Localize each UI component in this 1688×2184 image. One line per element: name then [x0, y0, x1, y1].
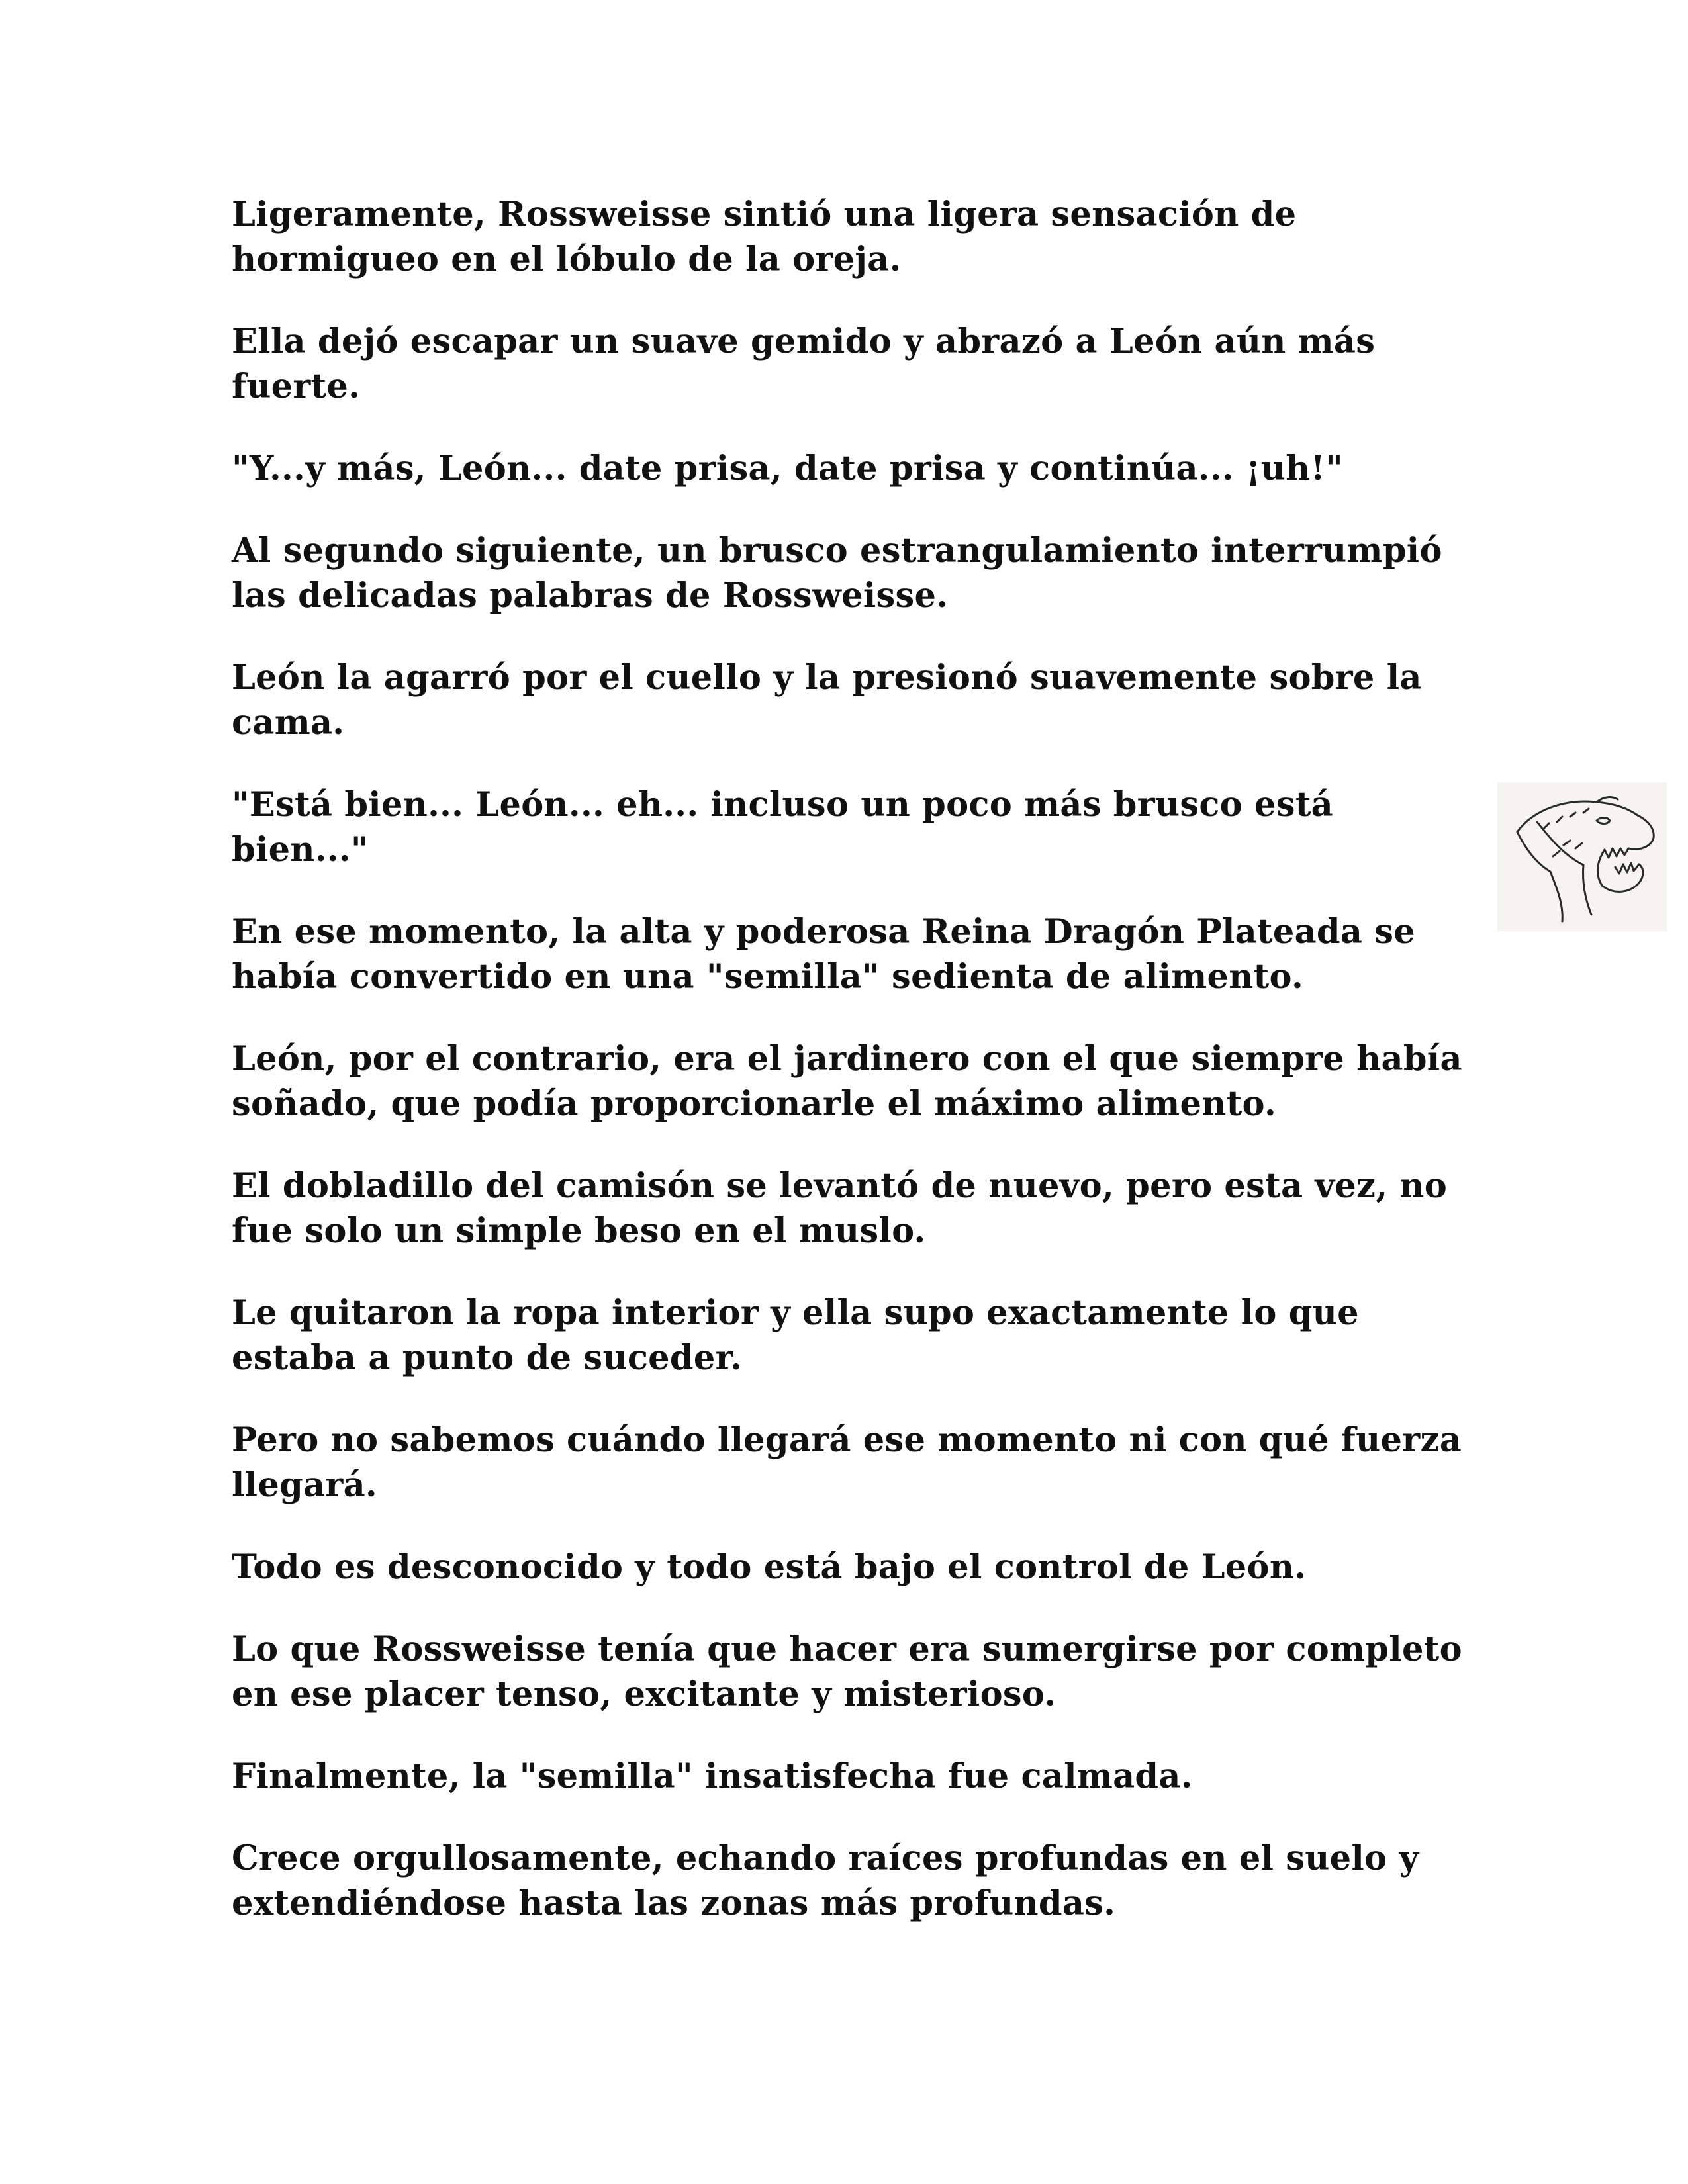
paragraph: Ella dejó escapar un suave gemido y abrazó a León aún más fuerte. — [232, 322, 1376, 406]
paragraph: Le quitaron la ropa interior y ella supo exactamente lo que estaba a punto de suceder. — [232, 1293, 1359, 1378]
paragraph: "Y...y más, León... date prisa, date prisa y continúa... ¡uh!" — [232, 449, 1344, 488]
paragraph: León la agarró por el cuello y la presionó suavemente sobre la cama. — [232, 658, 1422, 743]
paragraph: León, por el contrario, era el jardinero con el que siempre había soñado, que podía proporcionarle el máximo alimento. — [232, 1039, 1462, 1124]
paragraph: Ligeramente, Rossweisse sintió una ligera sensación de hormigueo en el lóbulo de la oreja. — [232, 195, 1297, 279]
paragraph: Crece orgullosamente, echando raíces profundas en el suelo y extendiéndose hasta las zonas más profundas. — [232, 1839, 1419, 1923]
paragraph: Lo que Rossweisse tenía que hacer era sumergirse por completo en ese placer tenso, excitante y misterioso. — [232, 1629, 1462, 1714]
paragraph: Todo es desconocido y todo está bajo el control de León. — [232, 1547, 1307, 1587]
paragraph: Pero no sabemos cuándo llegará ese momento ni con qué fuerza llegará. — [232, 1420, 1462, 1505]
paragraph: "Está bien... León... eh... incluso un poco más brusco está bien..." — [232, 785, 1334, 870]
dinosaur-head-sketch-icon — [1497, 782, 1667, 931]
paragraph: Finalmente, la "semilla" insatisfecha fue calmada. — [232, 1756, 1193, 1796]
paragraph: En ese momento, la alta y poderosa Reina Dragón Plateada se había convertido en una "semilla" sedienta de alimento. — [232, 912, 1416, 997]
paragraph: El dobladillo del camisón se levantó de nuevo, pero esta vez, no fue solo un simple beso en el muslo. — [232, 1166, 1448, 1251]
paragraph: Al segundo siguiente, un brusco estrangulamiento interrumpió las delicadas palabras de Rossweisse. — [232, 531, 1442, 615]
document-body — [232, 192, 1476, 1963]
